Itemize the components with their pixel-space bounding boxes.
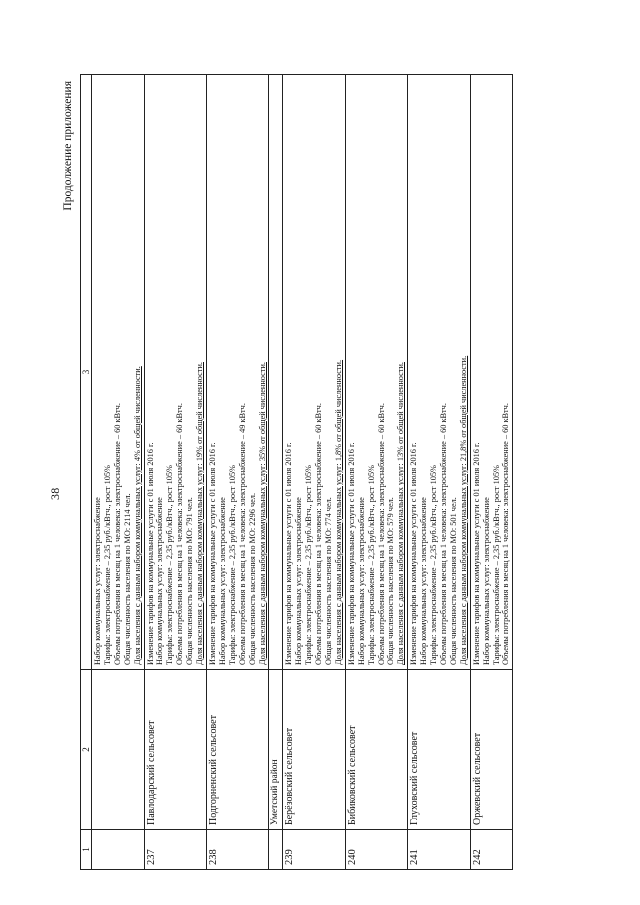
tariff-details [408,75,470,670]
district-row [269,75,283,870]
column-header: 3 [81,75,92,670]
detail-line: Набор коммунальных услуг: электроснабжение [419,497,429,665]
detail-line: Доля населения с данным набором коммунальных услуг: 13% от общей численности. [396,362,406,665]
column-header: 2 [81,670,92,830]
detail-line: Изменение тарифов на коммунальные услуги с 01 июля 2016 г. [409,442,419,665]
table-row [408,75,470,870]
table-header-row [81,75,92,870]
municipality-name: Берёзовский сельсовет [283,670,345,830]
detail-line: Набор коммунальных услуг: электроснабжение [155,497,165,665]
detail-line: Тарифы: электроснабжение – 2,35 руб./кВтч., рост 105% [304,465,314,665]
table-row [345,75,407,870]
detail-line: Объемы потребления в месяц на 1 человека: электроснабжение – 60 кВтч. [376,403,386,665]
empty-cell [269,830,283,870]
tariff-details [470,75,513,670]
page-number: 38 [48,487,62,500]
detail-line: Тарифы: электроснабжение – 2,35 руб./кВтч., рост 105% [491,465,501,665]
row-number: 241 [408,830,470,870]
rotated-table-area [48,75,598,870]
tariff-details [345,75,407,670]
tariff-details [283,75,345,670]
detail-line: Тарифы: электроснабжение – 2,35 руб./кВтч., рост 105% [102,465,112,665]
detail-line: Объемы потребления в месяц на 1 человека: электроснабжение – 60 кВтч. [175,403,185,665]
tariff-table [80,74,513,870]
detail-line: Доля населения с данным набором коммунальных услуг: 35% от общей численности. [257,362,267,665]
district-name: Уметский район [269,670,283,830]
table-row [470,75,513,870]
detail-line: Общая численность населения по МО: 2114 чел. [122,493,132,665]
row-number: 239 [283,830,345,870]
detail-line: Общая численность населения по МО: 774 чел. [324,497,334,665]
row-number: 238 [206,830,268,870]
tariff-details [206,75,268,670]
table-body [92,75,513,870]
column-header: 1 [81,830,92,870]
detail-line: Тарифы: электроснабжение – 2,35 руб./кВтч., рост 105% [366,465,376,665]
table-row [92,75,145,870]
detail-line: Общая численность населения по МО: 501 чел. [448,497,458,665]
detail-line: Изменение тарифов на коммунальные услуги с 01 июля 2016 г. [145,442,155,665]
detail-line: Тарифы: электроснабжение – 2,35 руб./кВтч., рост 105% [165,465,175,665]
table-row [283,75,345,870]
detail-line: Изменение тарифов на коммунальные услуги с 01 июля 2016 г. [471,442,481,665]
detail-line: Набор коммунальных услуг: электроснабжение [217,497,227,665]
detail-line: Доля населения с данным набором коммунальных услуг: 21,8% от общей численности. [458,355,468,665]
detail-line: Объемы потребления в месяц на 1 человека: электроснабжение – 60 кВтч. [439,403,448,665]
municipality-name: Глуховский сельсовет [408,670,470,830]
detail-line: Набор коммунальных услуг: электроснабжение [93,497,102,665]
detail-line: Набор коммунальных услуг: электроснабжение [356,497,366,665]
detail-line: Объемы потребления в месяц на 1 человека: электроснабжение – 49 кВтч. [237,403,247,665]
empty-cell [269,75,283,670]
detail-line: Изменение тарифов на коммунальные услуги с 01 июля 2016 г. [207,442,217,665]
table-row [144,75,206,870]
detail-line: Общая численность населения по МО: 579 чел. [386,497,396,665]
row-number [92,830,145,870]
detail-line: Тарифы: электроснабжение – 2,35 руб./кВтч., рост 105% [429,465,439,665]
detail-line: Объемы потребления в месяц на 1 человека: электроснабжение – 60 кВтч. [501,403,511,665]
municipality-name: Оржевский сельсовет [470,670,513,830]
table-row [206,75,268,870]
detail-line: Объемы потребления в месяц на 1 человека: электроснабжение – 60 кВтч. [314,403,324,665]
municipality-name [92,670,145,830]
appendix-continuation-label: Продолжение приложения [62,81,74,211]
row-number: 240 [345,830,407,870]
detail-line: Общая численность населения по МО: 791 чел. [185,497,195,665]
detail-line: Объемы потребления в месяц на 1 человека: электроснабжение – 60 кВтч. [112,403,122,665]
row-number: 237 [144,830,206,870]
detail-line: Доля населения с данным набором коммунальных услуг: 1,8% от общей численности. [333,359,343,665]
detail-line: Изменение тарифов на коммунальные услуги с 01 июля 2016 г. [346,442,356,665]
detail-line: Доля населения с данным набором коммунальных услуг: 4% от общей численности. [132,366,142,665]
municipality-name: Бибиковский сельсовет [345,670,407,830]
detail-line: Общая численность населения по МО: 2296 чел. [247,492,257,665]
detail-line: Доля населения с данным набором коммунальных услуг: 19% от общей численности. [195,362,205,665]
detail-line: Тарифы: электроснабжение – 2,35 руб./кВтч., рост 105% [227,465,237,665]
tariff-details [92,75,145,670]
detail-line: Набор коммунальных услуг: электроснабжение [481,497,491,665]
municipality-name: Подгорненский сельсовет [206,670,268,830]
tariff-details [144,75,206,670]
row-number: 242 [470,830,513,870]
detail-line: Изменение тарифов на коммунальные услуги с 01 июля 2016 г. [284,442,294,665]
detail-line: Набор коммунальных услуг: электроснабжение [294,497,304,665]
municipality-name: Павлодарский сельсовет [144,670,206,830]
